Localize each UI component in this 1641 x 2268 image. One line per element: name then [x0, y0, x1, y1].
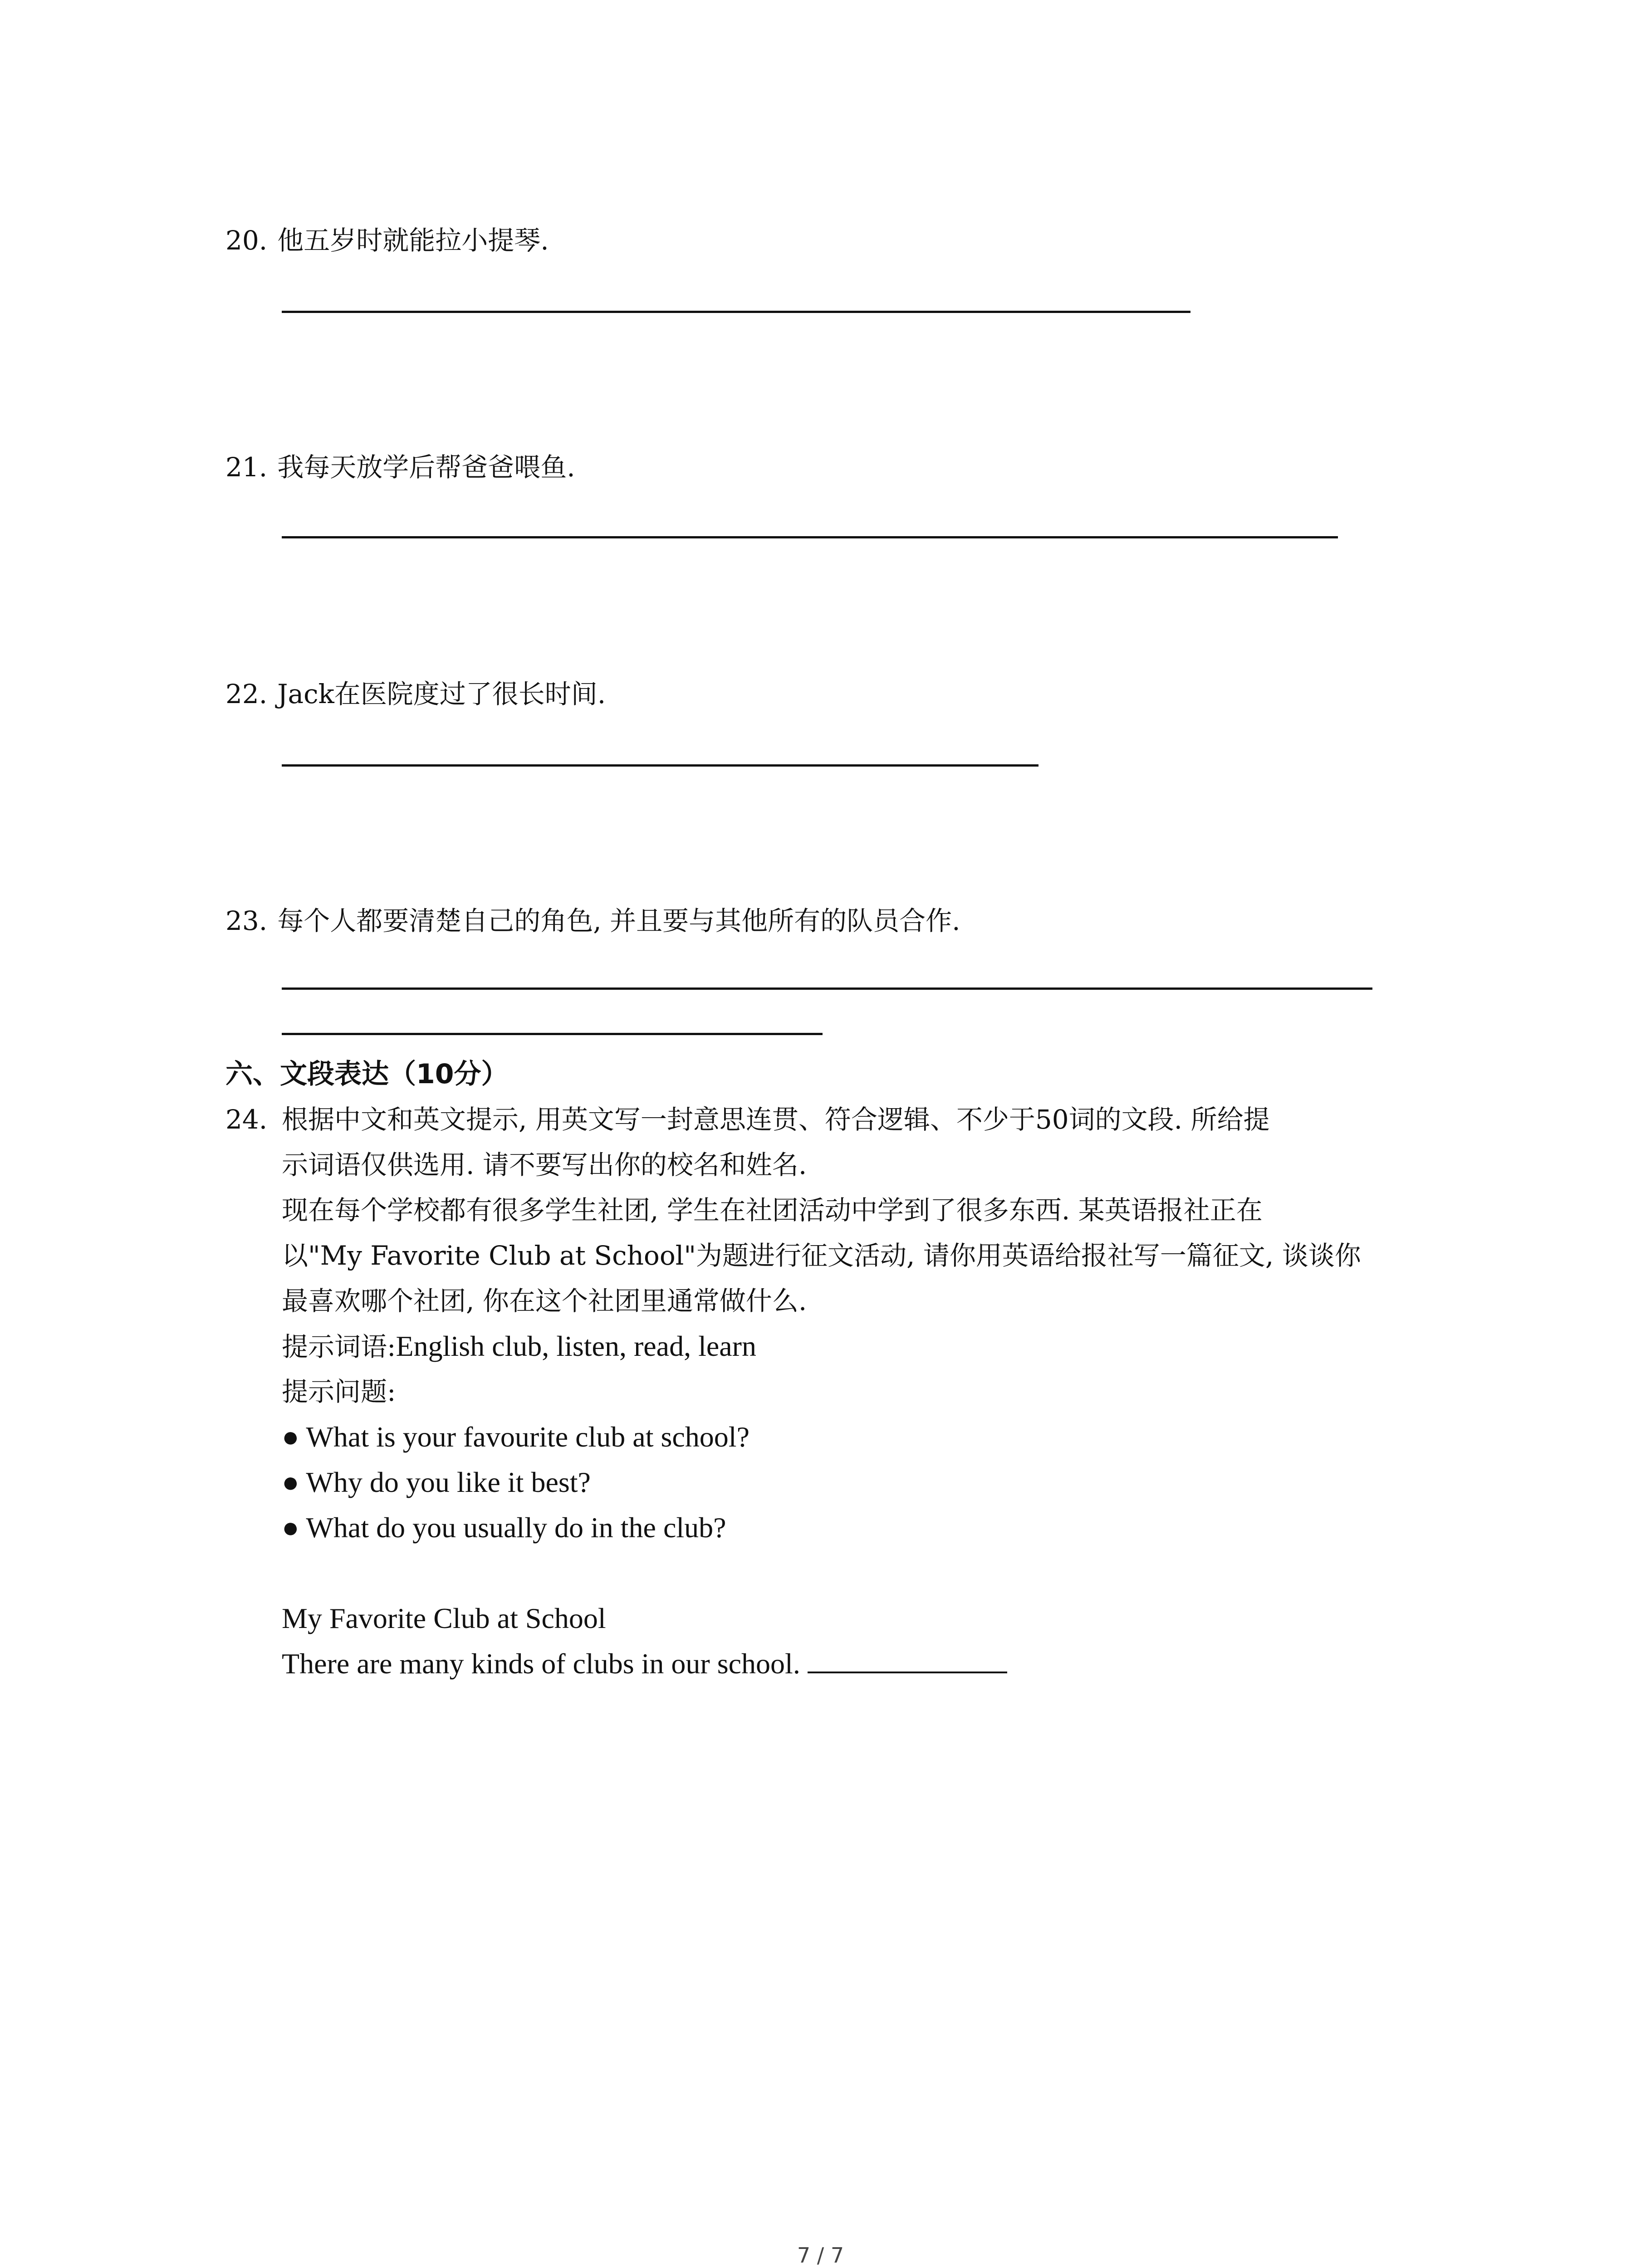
question-number: 24.: [225, 1104, 268, 1135]
answer-line-22[interactable]: [282, 764, 1038, 767]
question-number: 20.: [225, 225, 268, 256]
question-20: [225, 218, 549, 263]
question-text: 我每天放学后帮爸爸喂鱼.: [277, 452, 575, 483]
question-24-body: [282, 1097, 1507, 1686]
context-line: 现在每个学校都有很多学生社团, 学生在社团活动中学到了很多东西. 某英语报社正在: [282, 1195, 1263, 1226]
hint-questions-label: 提示问题:: [282, 1376, 396, 1407]
question-number: 22.: [225, 679, 268, 709]
question-number: 21.: [225, 452, 268, 483]
answer-line-23b[interactable]: [282, 1033, 823, 1035]
answer-line-20[interactable]: [282, 311, 1190, 313]
question-text: Jack在医院度过了很长时间.: [277, 679, 606, 709]
answer-line-21[interactable]: [282, 536, 1338, 538]
instruction-line: 根据中文和英文提示, 用英文写一封意思连贯、符合逻辑、不少于50词的文段. 所给提: [282, 1104, 1270, 1135]
question-text: 他五岁时就能拉小提琴.: [277, 225, 549, 256]
hint-question: ● What is your favourite club at school?: [282, 1421, 749, 1453]
essay-answer-blank[interactable]: [808, 1644, 1007, 1673]
hint-words: [282, 1324, 1507, 1369]
hint-words-label: 提示词语:: [282, 1331, 396, 1362]
hint-question: ● Why do you like it best?: [282, 1466, 591, 1498]
essay-start: [282, 1641, 1507, 1686]
hint-words-list: English club, listen, read, learn: [396, 1330, 756, 1362]
page-indicator: 7 / 7: [797, 2243, 844, 2268]
context-line: 以"My Favorite Club at School"为题进行征文活动, 请你用英语给报社写一篇征文, 谈谈你: [282, 1240, 1361, 1271]
spacer: [282, 1550, 1507, 1596]
hint-question: ● What do you usually do in the club?: [282, 1511, 726, 1544]
essay-start-text: There are many kinds of clubs in our school.: [282, 1647, 800, 1680]
question-21: [225, 445, 575, 490]
section-heading: 六、文段表达（10分）: [225, 1058, 509, 1090]
question-23: [225, 898, 960, 943]
question-22: [225, 671, 606, 717]
instruction-line: 示词语仅供选用. 请不要写出你的校名和姓名.: [282, 1149, 807, 1180]
answer-line-23a[interactable]: [282, 987, 1372, 990]
essay-title: My Favorite Club at School: [282, 1602, 606, 1634]
question-text: 每个人都要清楚自己的角色, 并且要与其他所有的队员合作.: [277, 905, 960, 936]
question-number: 23.: [225, 905, 268, 936]
context-line: 最喜欢哪个社团, 你在这个社团里通常做什么.: [282, 1286, 807, 1316]
